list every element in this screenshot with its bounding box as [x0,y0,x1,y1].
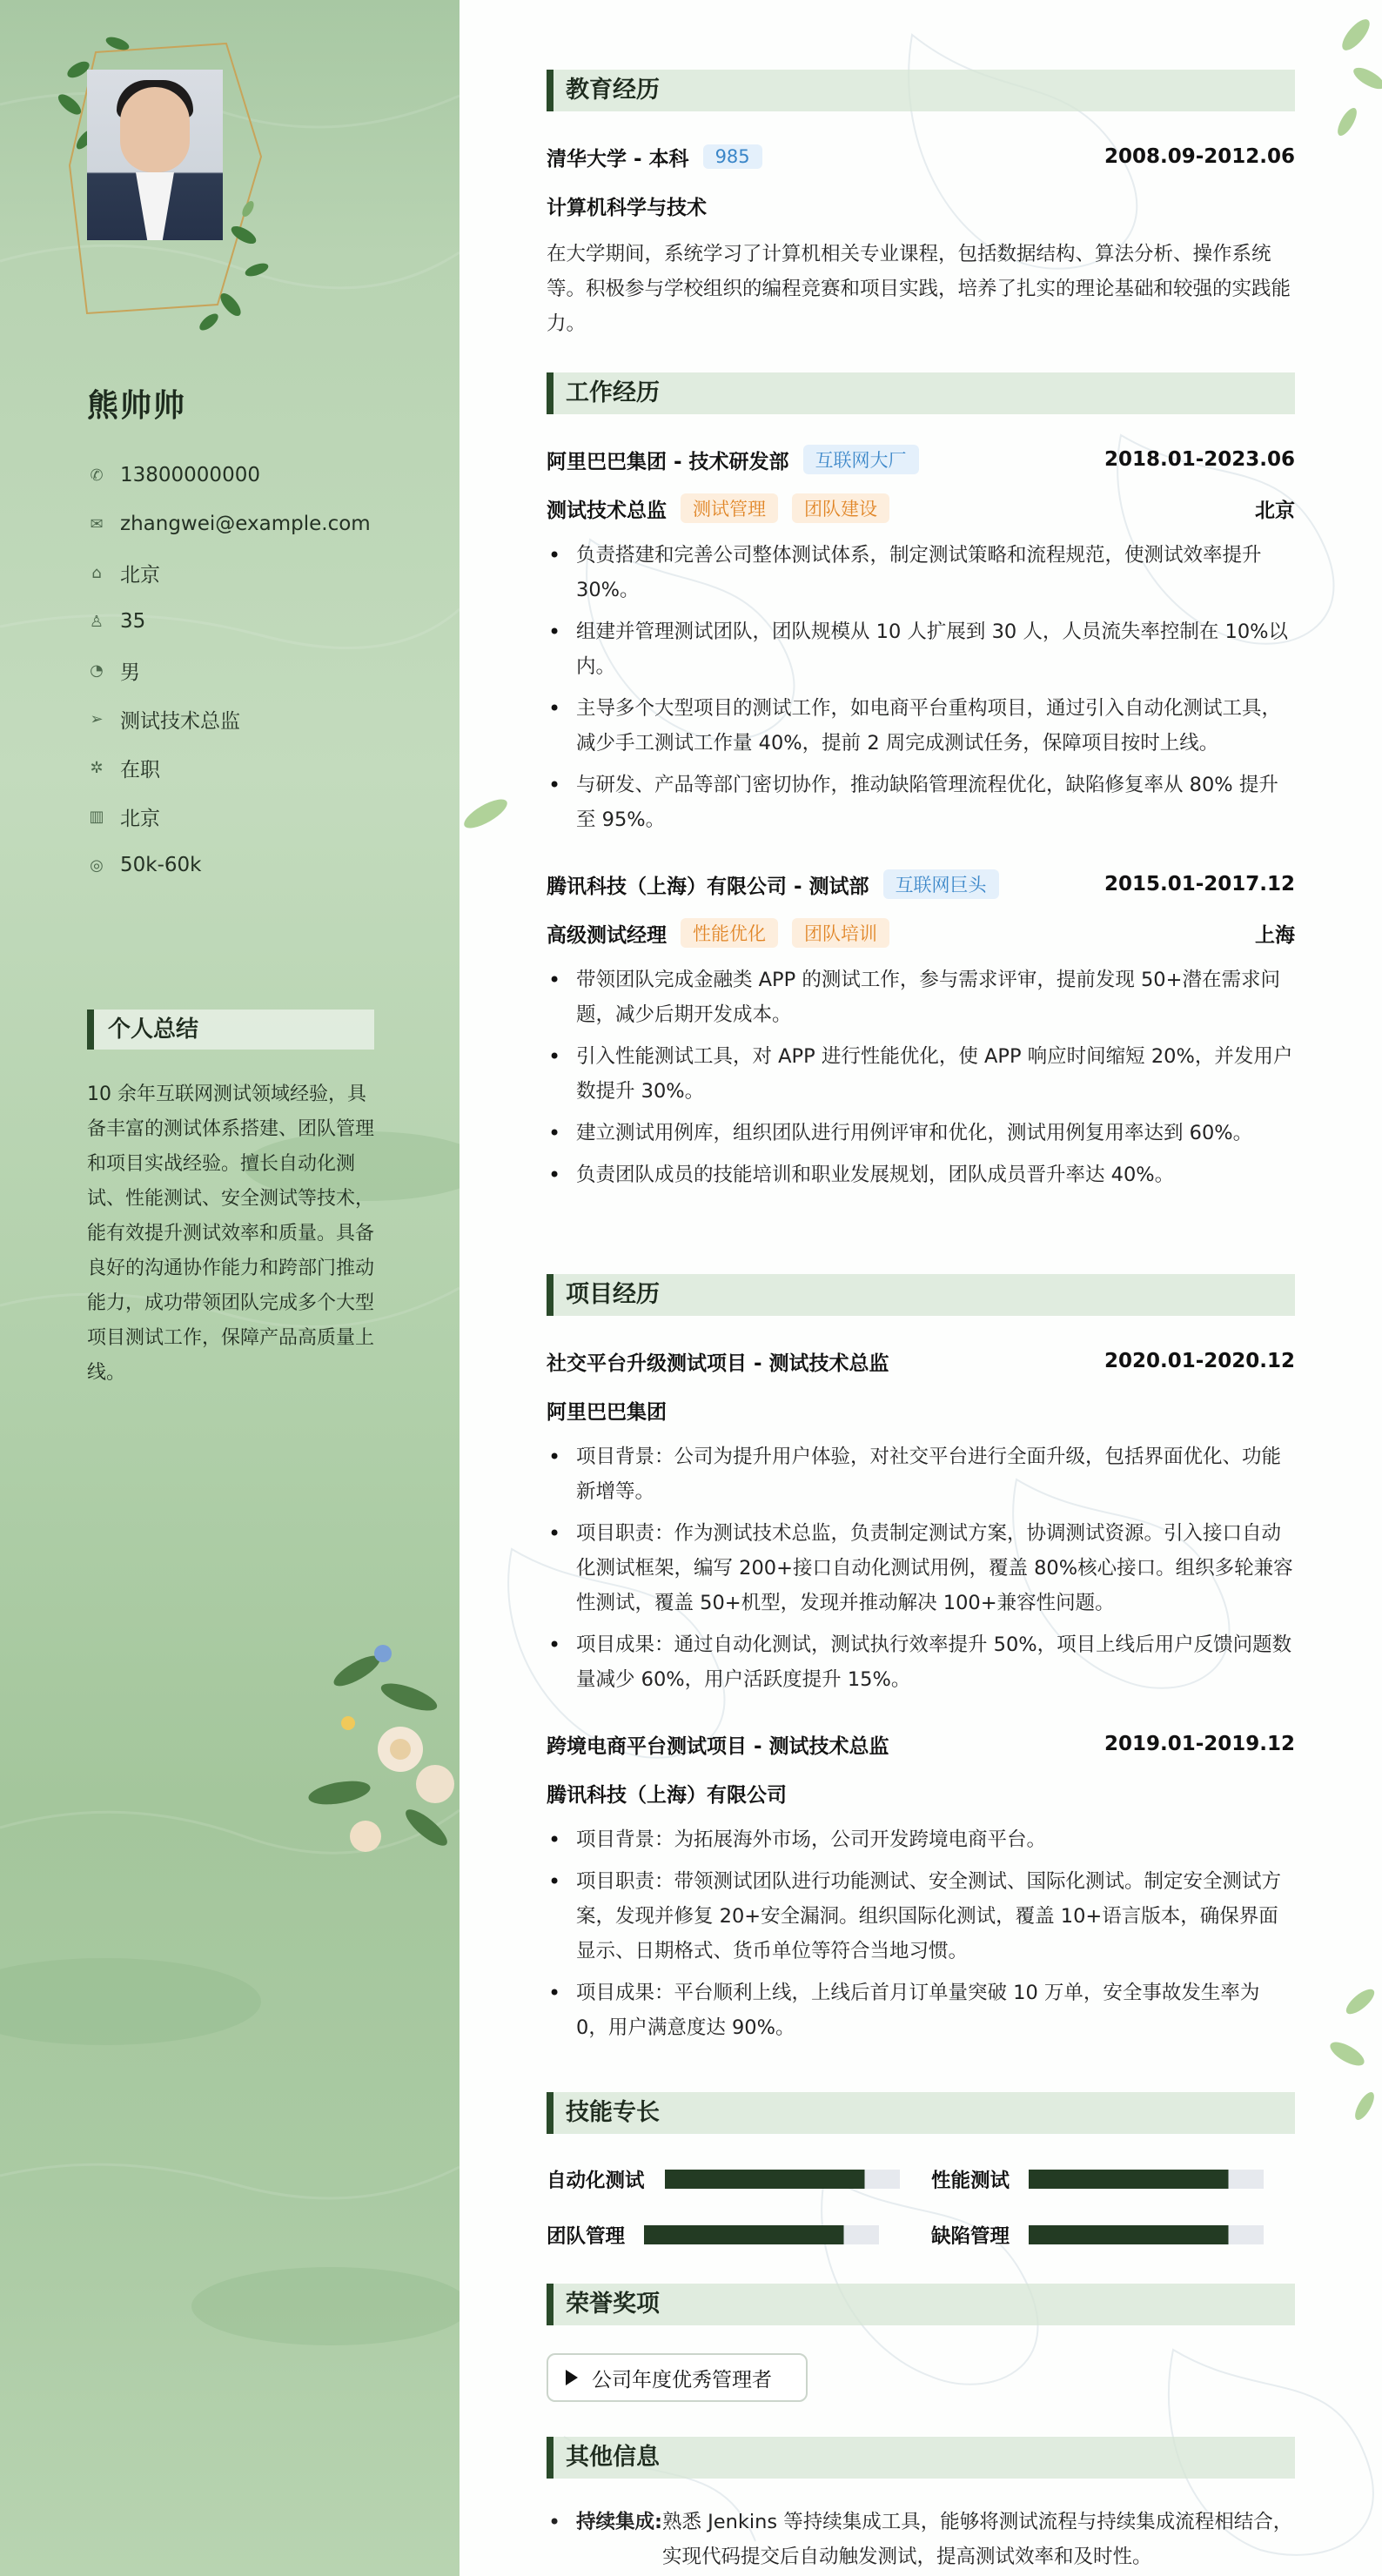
skill-item [547,2162,900,2197]
skill-bar-fill [1029,2225,1229,2244]
list-item: • 组建并管理测试团队，团队规模从 10 人扩展到 30 人，人员流失率控制在 10%以内。 [547,614,1295,684]
list-item: • 主导多个大型项目的测试工作，如电商平台重构项目，通过引入自动化测试工具，减少手工测试工作量 40%，提前 2 周完成测试任务，保障项目按时上线。 [547,691,1295,761]
skill-bar-fill [665,2170,865,2189]
skill-bar [1029,2225,1264,2244]
sidebar [0,0,460,2576]
list-item: • 项目背景：公司为提升用户体验，对社交平台进行全面升级，包括界面优化、功能新增等。 [547,1439,1295,1509]
list-item: • 与研发、产品等部门密切协作，推动缺陷管理流程优化，缺陷修复率从 80% 提升至 95%。 [547,768,1295,837]
role-tag: 团队培训 [792,918,889,948]
role-tag: 性能优化 [681,918,778,948]
skill-bar [644,2225,879,2244]
contact-list [87,451,371,889]
award-label: 公司年度优秀管理者 [592,2368,772,2392]
job-role-row [547,916,1295,950]
job-role-row [547,491,1295,526]
other-info [547,2505,1295,2574]
list-item: • 负责搭建和完善公司整体测试体系，制定测试策略和流程规范，使测试效率提升 30%。 [547,538,1295,607]
project-date: 2019.01-2019.12 [1104,1733,1295,1755]
send-icon: ➢ [90,709,104,728]
skill-item [931,2217,1264,2252]
project-org-row [547,1392,1295,1427]
skill-bar [665,2170,900,2189]
list-item: • 带领团队完成金融类 APP 的测试工作，参与需求评审，提前发现 50+潜在需求问题，减少后期开发成本。 [547,963,1295,1032]
job-city: 北京 [1255,499,1295,522]
project-name: 跨境电商平台测试项目 - 测试技术总监 [547,1734,889,1758]
list-item: • 引入性能测试工具，对 APP 进行性能优化，使 APP 响应时间缩短 20%，并发用户数提升 30%。 [547,1039,1295,1109]
list-item: • 项目职责：作为测试技术总监，负责制定测试方案，协调测试资源。引入接口自动化测试框架，编写 200+接口自动化测试用例，覆盖 80%核心接口。组织多轮兼容性测试，覆盖 50+机型，发现并推动解决 100+兼容性问题。 [547,1516,1295,1620]
school-tag: 985 [703,144,762,169]
job-duties [547,538,1295,844]
other-key: • 持续集成: [576,2511,662,2533]
job-company: 阿里巴巴集团 - 技术研发部 [547,450,789,473]
project-header [547,1344,1295,1379]
role-tag: 测试管理 [681,493,778,523]
main-content [460,0,1382,2576]
education-date: 2008.09-2012.06 [1104,145,1295,168]
skill-label: 自动化测试 [547,2170,645,2192]
phone-icon: ✆ [90,466,104,485]
contact-status: ✲ 在职 [87,743,371,792]
list-item: • 项目背景：为拓展海外市场，公司开发跨境电商平台。 [547,1822,1295,1857]
project-org-row [547,1775,1295,1810]
project-details [547,1822,1295,2052]
list-item: • 建立测试用例库，组织团队进行用例评审和优化，测试用例复用率达到 60%。 [547,1116,1295,1150]
major-row [547,188,1295,223]
other-value: 熟悉 Jenkins 等持续集成工具，能够将测试流程与持续集成流程相结合，实现代码提交后自动触发测试，提高测试效率和及时性。 [662,2511,1293,2568]
job-date: 2018.01-2023.06 [1104,448,1295,471]
building-icon: ▥ [89,807,104,826]
list-item: • 项目成果：平台顺利上线，上线后首月订单量突破 10 万单，安全事故发生率为 0，用户满意度达 90%。 [547,1976,1295,2045]
contact-age: ♙ 35 [87,597,371,646]
role-tag: 团队建设 [792,493,889,523]
job-header [547,442,1295,477]
skill-item [931,2162,1264,2197]
skill-item [547,2217,879,2252]
award-item[interactable] [547,2353,808,2402]
skill-label: 缺陷管理 [931,2225,1010,2248]
project-header [547,1727,1295,1761]
skill-label: 性能测试 [931,2170,1010,2192]
contact-phone: ✆ 13800000000 [87,451,371,500]
skill-bar-fill [644,2225,844,2244]
contact-salary: ◎ 50k-60k [87,841,371,889]
school-name: 清华大学 - 本科 [547,147,689,171]
candidate-name: 熊帅帅 [87,388,187,424]
job-role: 测试技术总监 [547,499,667,522]
contact-gender: ◔ 男 [87,646,371,694]
contact-city: ▥ 北京 [87,792,371,841]
company-tag: 互联网大厂 [803,445,919,474]
job-duties [547,963,1295,1199]
job-company: 腾讯科技（上海）有限公司 - 测试部 [547,875,869,898]
skill-bar-fill [1029,2170,1229,2189]
honors-title: 荣誉奖项 [547,2284,1295,2325]
list-item: • 项目成果：通过自动化测试，测试执行效率提升 50%，项目上线后用户反馈问题数量减少 60%，用户活跃度提升 15%。 [547,1627,1295,1697]
project-org: 腾讯科技（上海）有限公司 [547,1783,787,1807]
summary-title: 个人总结 [87,1010,374,1050]
projects-title: 项目经历 [547,1274,1295,1316]
salary-icon: ◎ [90,855,104,875]
project-name: 社交平台升级测试项目 - 测试技术总监 [547,1352,889,1375]
contact-position: ➢ 测试技术总监 [87,694,371,743]
education-desc: 在大学期间，系统学习了计算机相关专业课程，包括数据结构、算法分析、操作系统等。积极参与学校组织的编程竞赛和项目实践，培养了扎实的理论基础和较强的实践能力。 [547,243,1291,335]
company-tag: 互联网巨头 [883,869,999,899]
project-org: 阿里巴巴集团 [547,1400,667,1424]
education-title: 教育经历 [547,70,1295,111]
mail-icon: ✉ [90,514,104,533]
major: 计算机科学与技术 [547,196,707,219]
education-header [547,139,1295,174]
home-icon: ⌂ [91,563,102,582]
age-icon: ♙ [89,612,104,631]
skill-label: 团队管理 [547,2225,626,2248]
list-item [547,2505,1295,2574]
contact-email: ✉ zhangwei@example.com [87,500,371,548]
avatar [87,70,223,240]
status-icon: ✲ [90,758,104,777]
contact-location: ⌂ 北京 [87,548,371,597]
skills-title: 技能专长 [547,2092,1295,2134]
job-date: 2015.01-2017.12 [1104,873,1295,896]
flower-decoration [305,1619,460,1897]
work-title: 工作经历 [547,372,1295,414]
list-item: • 项目职责：带领测试团队进行功能测试、安全测试、国际化测试。制定安全测试方案，发现并修复 20+安全漏洞。组织国际化测试，覆盖 10+语言版本，确保界面显示、日期格式、货币单位等符合当地习惯。 [547,1864,1295,1969]
other-title: 其他信息 [547,2437,1295,2479]
project-date: 2020.01-2020.12 [1104,1350,1295,1372]
job-header [547,867,1295,902]
play-icon [566,2370,578,2385]
list-item: • 负责团队成员的技能培训和职业发展规划，团队成员晋升率达 40%。 [547,1157,1295,1192]
gender-icon: ◔ [90,661,104,680]
photo-frame [52,35,278,339]
job-city: 上海 [1255,923,1295,947]
skill-bar [1029,2170,1264,2189]
summary-text: 10 余年互联网测试领域经验，具备丰富的测试体系搭建、团队管理和项目实战经验。擅长自动化测试、性能测试、安全测试等技术，能有效提升测试效率和质量。具备良好的沟通协作能力和跨部门推动能力，成功带领团队完成多个大型项目测试工作，保障产品高质量上线。 [87,1083,375,1384]
project-details [547,1439,1295,1704]
job-role: 高级测试经理 [547,923,667,947]
